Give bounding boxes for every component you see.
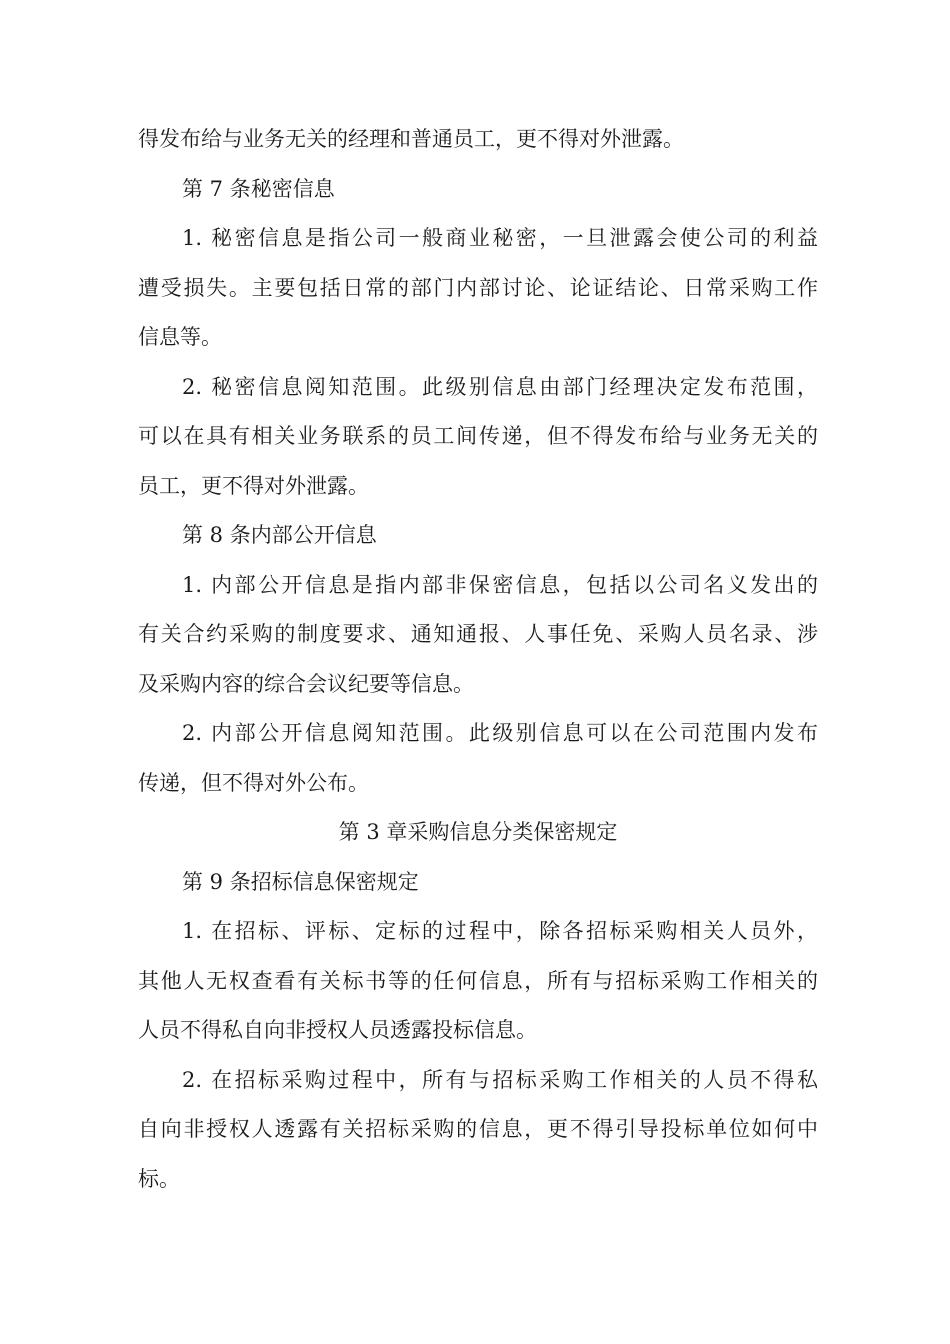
paragraph-line: 自向非授权人透露有关招标采购的信息，更不得引导投标单位如何中 bbox=[138, 1117, 818, 1141]
paragraph-line: 可以在具有相关业务联系的员工间传递，但不得发布给与业务无关的 bbox=[138, 424, 818, 448]
paragraph-line: 2. 秘密信息阅知范围。此级别信息由部门经理决定发布范围， bbox=[182, 374, 818, 399]
paragraph-line: 2. 内部公开信息阅知范围。此级别信息可以在公司范围内发布 bbox=[182, 721, 818, 745]
article-heading: 第 7 条秘密信息 bbox=[182, 176, 335, 201]
paragraph-line: 其他人无权查看有关标书等的任何信息，所有与招标采购工作相关的 bbox=[138, 968, 818, 993]
paragraph-line: 1. 内部公开信息是指内部非保密信息，包括以公司名义发出的 bbox=[182, 572, 818, 597]
article-heading: 第 9 条招标信息保密规定 bbox=[182, 869, 419, 894]
paragraph-line: 遭受损失。主要包括日常的部门内部讨论、论证结论、日常采购工作 bbox=[138, 275, 818, 300]
paragraph-line: 1. 在招标、评标、定标的过程中，除各招标采购相关人员外， bbox=[182, 919, 818, 943]
paragraph-line: 标。 bbox=[138, 1166, 180, 1191]
paragraph-line: 传递，但不得对外公布。 bbox=[138, 770, 369, 795]
paragraph-line: 1. 秘密信息是指公司一般商业秘密，一旦泄露会使公司的利益 bbox=[182, 226, 818, 250]
paragraph-line: 人员不得私自向非授权人员透露投标信息。 bbox=[138, 1018, 537, 1042]
paragraph-line: 得发布给与业务无关的经理和普通员工，更不得对外泄露。 bbox=[138, 127, 684, 151]
paragraph-line: 员工，更不得对外泄露。 bbox=[138, 473, 369, 498]
document-page bbox=[138, 115, 818, 1204]
paragraph-line: 2. 在招标采购过程中，所有与招标采购工作相关的人员不得私 bbox=[182, 1067, 818, 1092]
paragraph-line: 有关合约采购的制度要求、通知通报、人事任免、采购人员名录、涉 bbox=[138, 622, 818, 646]
chapter-heading: 第 3 章采购信息分类保密规定 bbox=[338, 820, 618, 844]
article-heading: 第 8 条内部公开信息 bbox=[182, 523, 377, 547]
paragraph-line: 及采购内容的综合会议纪要等信息。 bbox=[138, 671, 474, 696]
paragraph-line: 信息等。 bbox=[138, 325, 222, 349]
